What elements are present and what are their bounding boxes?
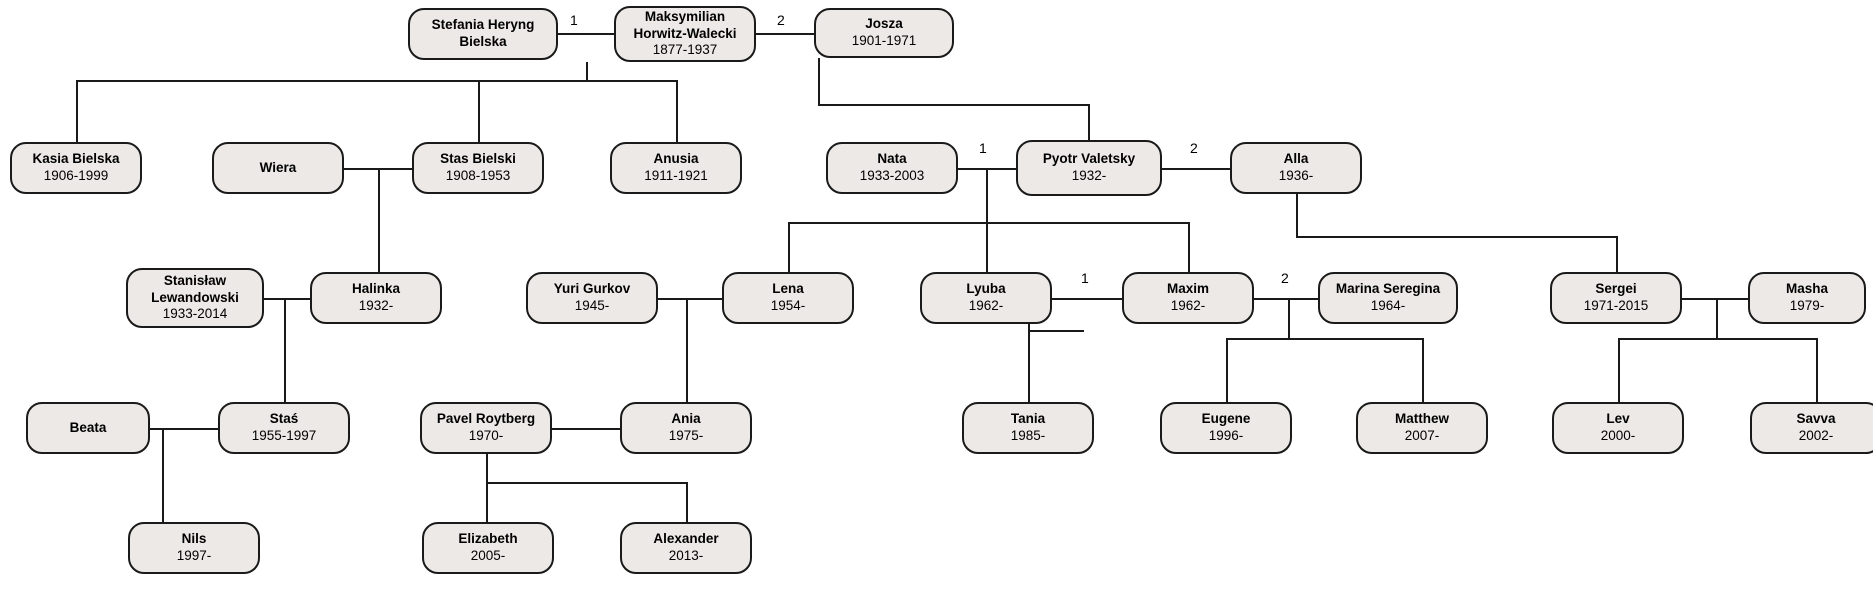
person-name-line2: Horwitz-Walecki (633, 25, 737, 41)
person-dates: 1932- (358, 298, 394, 313)
person-dates: 1975- (668, 428, 704, 443)
person-dates: 1911-1921 (644, 168, 708, 183)
person-node-stasik[interactable] (218, 402, 350, 454)
person-node-alla[interactable] (1230, 142, 1362, 194)
connector-line (1422, 338, 1424, 402)
person-name: Sergei (1595, 281, 1637, 297)
connector-line (1028, 330, 1084, 332)
person-dates: 1906-1999 (43, 168, 109, 183)
person-name: Maxim (1166, 281, 1210, 297)
person-node-nata[interactable] (826, 142, 958, 194)
person-name: Matthew (1395, 411, 1449, 427)
connector-line (788, 222, 790, 272)
connector-line (986, 168, 988, 222)
connector-line (1296, 236, 1616, 238)
person-name: Stanisław (163, 272, 227, 288)
connector-line (756, 33, 816, 35)
connector-line (1254, 298, 1318, 300)
person-name: Tania (1010, 411, 1046, 427)
person-name: Elizabeth (458, 531, 518, 547)
person-dates: 1970- (468, 428, 504, 443)
person-node-kasia[interactable] (10, 142, 142, 194)
person-dates: 2002- (1798, 428, 1834, 443)
person-name: Anusia (653, 151, 699, 167)
connector-line (486, 482, 488, 522)
person-dates: 1936- (1278, 168, 1314, 183)
connector-line (686, 482, 688, 522)
person-node-savva[interactable] (1750, 402, 1873, 454)
person-dates: 1945- (574, 298, 610, 313)
connector-line (818, 104, 1090, 106)
person-node-tania[interactable] (962, 402, 1094, 454)
person-name: Wiera (259, 159, 297, 175)
connector-line (1682, 298, 1748, 300)
person-name: Halinka (351, 281, 401, 297)
person-node-lyuba[interactable] (920, 272, 1052, 324)
marriage-order-label: 2 (1281, 270, 1289, 286)
connector-line (658, 298, 722, 300)
person-dates: 1996- (1208, 428, 1244, 443)
person-dates: 2000- (1600, 428, 1636, 443)
person-node-matthew[interactable] (1356, 402, 1488, 454)
person-node-josza[interactable] (814, 8, 954, 58)
person-node-yuri[interactable] (526, 272, 658, 324)
person-node-masha[interactable] (1748, 272, 1866, 324)
person-dates: 1954- (770, 298, 806, 313)
person-name-line2: Lewandowski (151, 289, 239, 305)
person-name: Nata (877, 151, 907, 167)
connector-line (76, 80, 78, 142)
person-dates: 2013- (668, 548, 704, 563)
person-node-stas[interactable] (412, 142, 544, 194)
marriage-order-label: 1 (979, 140, 987, 156)
person-name: Masha (1785, 281, 1829, 297)
person-name: Beata (69, 419, 107, 435)
marriage-order-label: 2 (1190, 140, 1198, 156)
connector-line (1226, 338, 1228, 402)
person-node-maxim[interactable] (1122, 272, 1254, 324)
person-name: Pyotr Valetsky (1042, 151, 1136, 167)
person-dates: 1985- (1010, 428, 1046, 443)
connector-line (1052, 298, 1122, 300)
person-name: Stefania Heryng (431, 17, 535, 33)
person-name: Maksymilian (644, 8, 726, 24)
person-name: Savva (1796, 411, 1836, 427)
person-name: Lyuba (966, 281, 1006, 297)
person-node-marina[interactable] (1318, 272, 1458, 324)
connector-line (558, 33, 616, 35)
marriage-order-label: 1 (570, 12, 578, 28)
connector-line (818, 58, 820, 104)
person-node-maksymilian[interactable] (614, 6, 756, 62)
person-node-eugene[interactable] (1160, 402, 1292, 454)
connector-line (676, 80, 678, 142)
person-name: Staś (269, 411, 299, 427)
connector-line (1188, 222, 1190, 272)
person-dates: 2007- (1404, 428, 1440, 443)
person-node-nils[interactable] (128, 522, 260, 574)
person-node-wiera[interactable] (212, 142, 344, 194)
person-name: Alexander (653, 531, 719, 547)
person-node-pavel[interactable] (420, 402, 552, 454)
person-node-alexander[interactable] (620, 522, 752, 574)
person-node-lev[interactable] (1552, 402, 1684, 454)
connector-line (986, 222, 988, 272)
person-dates: 1932- (1071, 168, 1107, 183)
person-dates: 1955-1997 (251, 428, 317, 443)
connector-line (1816, 338, 1818, 402)
person-node-stefania[interactable] (408, 8, 558, 60)
person-dates: 1962- (968, 298, 1004, 313)
person-node-anusia[interactable] (610, 142, 742, 194)
connector-line (264, 298, 310, 300)
person-dates: 1964- (1370, 298, 1406, 313)
person-dates: 1933-2014 (162, 306, 228, 322)
connector-line (162, 428, 164, 522)
connector-line (1616, 236, 1618, 272)
person-dates: 1877-1937 (652, 42, 718, 58)
person-node-ania[interactable] (620, 402, 752, 454)
connector-line (1288, 298, 1290, 338)
person-name: Josza (865, 16, 903, 32)
person-dates: 1933-2003 (859, 168, 925, 183)
person-name: Alla (1283, 151, 1309, 167)
person-dates: 1997- (176, 548, 212, 563)
person-node-stanislaw[interactable] (126, 268, 264, 328)
person-name: Lena (772, 281, 804, 297)
person-node-beata[interactable] (26, 402, 150, 454)
connector-line (586, 62, 588, 80)
connector-line (76, 80, 676, 82)
person-name: Stas Bielski (440, 151, 516, 167)
marriage-order-label: 1 (1081, 270, 1089, 286)
person-dates: 1979- (1789, 298, 1825, 313)
person-node-sergei[interactable] (1550, 272, 1682, 324)
person-node-elizabeth[interactable] (422, 522, 554, 574)
connector-line (1162, 168, 1230, 170)
marriage-order-label: 2 (777, 12, 785, 28)
person-name: Lev (1606, 411, 1630, 427)
connector-line (788, 222, 1188, 224)
person-name: Kasia Bielska (32, 151, 120, 167)
person-node-pyotr[interactable] (1016, 140, 1162, 196)
person-name: Nils (181, 531, 207, 547)
person-name-line2: Bielska (459, 34, 507, 49)
connector-line (1716, 298, 1718, 338)
person-dates: 1962- (1170, 298, 1206, 313)
connector-line (1618, 338, 1816, 340)
connector-line (1618, 338, 1620, 402)
connector-line (1226, 338, 1422, 340)
person-name: Pavel Roytberg (436, 411, 536, 427)
person-dates: 2005- (470, 548, 506, 563)
person-dates: 1908-1953 (445, 168, 511, 183)
person-name: Marina Seregina (1335, 281, 1441, 297)
person-name: Yuri Gurkov (553, 281, 631, 297)
person-name: Ania (671, 411, 701, 427)
connector-line (486, 482, 686, 484)
person-name: Eugene (1201, 411, 1251, 427)
person-dates: 1901-1971 (851, 33, 917, 48)
connector-line (1088, 104, 1090, 140)
person-dates: 1971-2015 (1583, 298, 1649, 313)
connector-line (478, 80, 480, 142)
person-node-halinka[interactable] (310, 272, 442, 324)
person-node-lena[interactable] (722, 272, 854, 324)
